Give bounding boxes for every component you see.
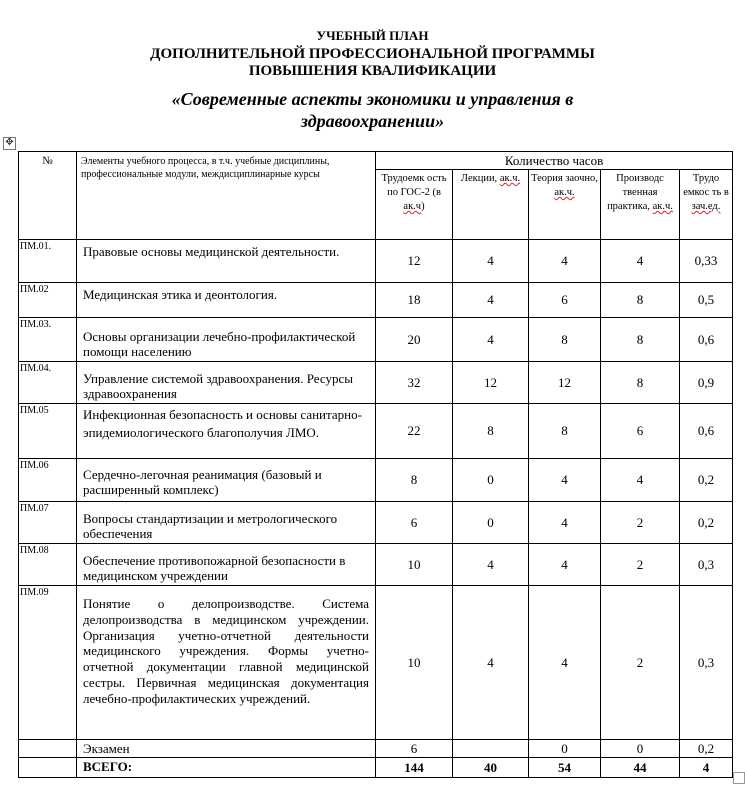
cell-practice: 2 (601, 544, 680, 586)
cell-theory: 4 (529, 502, 601, 544)
exam-labor: 6 (376, 740, 453, 758)
cell-labor: 6 (376, 502, 453, 544)
cell-lectures: 0 (453, 459, 529, 502)
total-row (19, 758, 733, 778)
row-code: ПМ.01. (19, 240, 77, 283)
cell-credits: 0,33 (680, 240, 733, 283)
cell-credits: 0,2 (680, 502, 733, 544)
table-row (19, 459, 733, 502)
cell-lectures: 4 (453, 586, 529, 740)
cell-labor: 10 (376, 544, 453, 586)
cell-labor: 18 (376, 283, 453, 318)
doc-title-line2b: ПОВЫШЕНИЯ КВАЛИФИКАЦИИ (248, 63, 497, 79)
cell-practice: 6 (601, 404, 680, 459)
cell-lectures: 0 (453, 502, 529, 544)
cell-labor: 22 (376, 404, 453, 459)
table-row (19, 362, 733, 404)
row-name: Вопросы стандартизации и метрологического обеспечения (77, 502, 376, 544)
cell-labor: 12 (376, 240, 453, 283)
cell-credits: 0,2 (680, 459, 733, 502)
table-row (19, 544, 733, 586)
cell-credits: 0,6 (680, 318, 733, 362)
cell-credits: 0,3 (680, 586, 733, 740)
cell-theory: 12 (529, 362, 601, 404)
row-name: Обеспечение противопожарной безопасности в медицинском учреждении (77, 544, 376, 586)
total-labor: 144 (376, 758, 453, 778)
header-elements: Элементы учебного процесса, в т.ч. учебные дисциплины, профессиональные модули, междисциплинарные курсы (77, 152, 376, 240)
exam-practice: 0 (601, 740, 680, 758)
total-name: ВСЕГО: (77, 758, 376, 778)
header-num: № (19, 152, 77, 240)
cell-theory: 4 (529, 586, 601, 740)
total-credits: 4 (680, 758, 733, 778)
cell-practice: 4 (601, 459, 680, 502)
header-hours: Количество часов (376, 152, 733, 170)
row-name: Правовые основы медицинской деятельности. (77, 240, 376, 283)
cell-theory: 4 (529, 459, 601, 502)
cell-credits: 0,9 (680, 362, 733, 404)
cell-lectures: 12 (453, 362, 529, 404)
total-lectures: 40 (453, 758, 529, 778)
program-title-text: «Современные аспекты экономики и управления в здравоохранении» (171, 89, 574, 131)
row-name: Основы организации лечебно-профилактической помощи населению (77, 318, 376, 362)
header-lectures: Лекции, ак.ч. (453, 170, 529, 240)
cell-lectures: 4 (453, 240, 529, 283)
header-labor: Трудоемк ость по ГОС-2 (в ак.ч) (376, 170, 453, 240)
exam-name: Экзамен (77, 740, 376, 758)
row-name: Управление системой здравоохранения. Ресурсы здравоохранения (77, 362, 376, 404)
table-resize-handle[interactable] (733, 772, 745, 784)
cell-theory: 4 (529, 240, 601, 283)
table-row (19, 404, 733, 459)
row-name: Сердечно-легочная реанимация (базовый и расширенный комплекс) (77, 459, 376, 502)
exam-credits: 0,2 (680, 740, 733, 758)
table-row (19, 502, 733, 544)
table-row (19, 586, 733, 740)
program-title (0, 88, 745, 132)
row-code: ПМ.03. (19, 318, 77, 362)
table-row (19, 240, 733, 283)
row-code: ПМ.08 (19, 544, 77, 586)
cell-lectures: 4 (453, 318, 529, 362)
table-row (19, 318, 733, 362)
cell-credits: 0,6 (680, 404, 733, 459)
table-row (19, 283, 733, 318)
header-practice: Производс твенная практика, ак.ч. (601, 170, 680, 240)
header-theory: Теория заочно, ак.ч. (529, 170, 601, 240)
cell-practice: 8 (601, 362, 680, 404)
doc-title-line1: УЧЕБНЫЙ ПЛАН (316, 28, 429, 43)
doc-title-line2 (0, 46, 745, 80)
cell-labor: 10 (376, 586, 453, 740)
total-code (19, 758, 77, 778)
cell-labor: 8 (376, 459, 453, 502)
cell-lectures: 8 (453, 404, 529, 459)
row-code: ПМ.09 (19, 586, 77, 740)
exam-lectures (453, 740, 529, 758)
cell-labor: 32 (376, 362, 453, 404)
cell-practice: 8 (601, 318, 680, 362)
row-name: Понятие о делопроизводстве. Система делопроизводства в медицинском учреждении. Организация учетно-отчетной деятельности медицинского учреждения. Формы учетно-отчетной документации главной медицинской сестры. Первичная медицинская документация лечебно-профилактических учреждений. (77, 586, 376, 740)
row-code: ПМ.04. (19, 362, 77, 404)
cell-practice: 8 (601, 283, 680, 318)
cell-lectures: 4 (453, 544, 529, 586)
exam-code (19, 740, 77, 758)
exam-row (19, 740, 733, 758)
cell-credits: 0,5 (680, 283, 733, 318)
exam-theory: 0 (529, 740, 601, 758)
table-move-handle-icon[interactable]: ✥ (3, 137, 16, 150)
row-name: Медицинская этика и деонтология. (77, 283, 376, 318)
cell-credits: 0,3 (680, 544, 733, 586)
row-code: ПМ.06 (19, 459, 77, 502)
row-name: Инфекционная безопасность и основы санитарно-эпидемиологического благополучия ЛМО. (77, 404, 376, 459)
total-theory: 54 (529, 758, 601, 778)
cell-theory: 4 (529, 544, 601, 586)
total-practice: 44 (601, 758, 680, 778)
doc-title-line2a: ДОПОЛНИТЕЛЬНОЙ ПРОФЕССИОНАЛЬНОЙ ПРОГРАММЫ (150, 46, 595, 62)
cell-practice: 2 (601, 586, 680, 740)
cell-theory: 8 (529, 404, 601, 459)
row-code: ПМ.02 (19, 283, 77, 318)
curriculum-table (18, 151, 733, 778)
cell-practice: 2 (601, 502, 680, 544)
cell-theory: 6 (529, 283, 601, 318)
cell-practice: 4 (601, 240, 680, 283)
row-code: ПМ.07 (19, 502, 77, 544)
row-code: ПМ.05 (19, 404, 77, 459)
cell-theory: 8 (529, 318, 601, 362)
header-credits: Трудо емкос ть в зач.ед. (680, 170, 733, 240)
cell-lectures: 4 (453, 283, 529, 318)
cell-labor: 20 (376, 318, 453, 362)
